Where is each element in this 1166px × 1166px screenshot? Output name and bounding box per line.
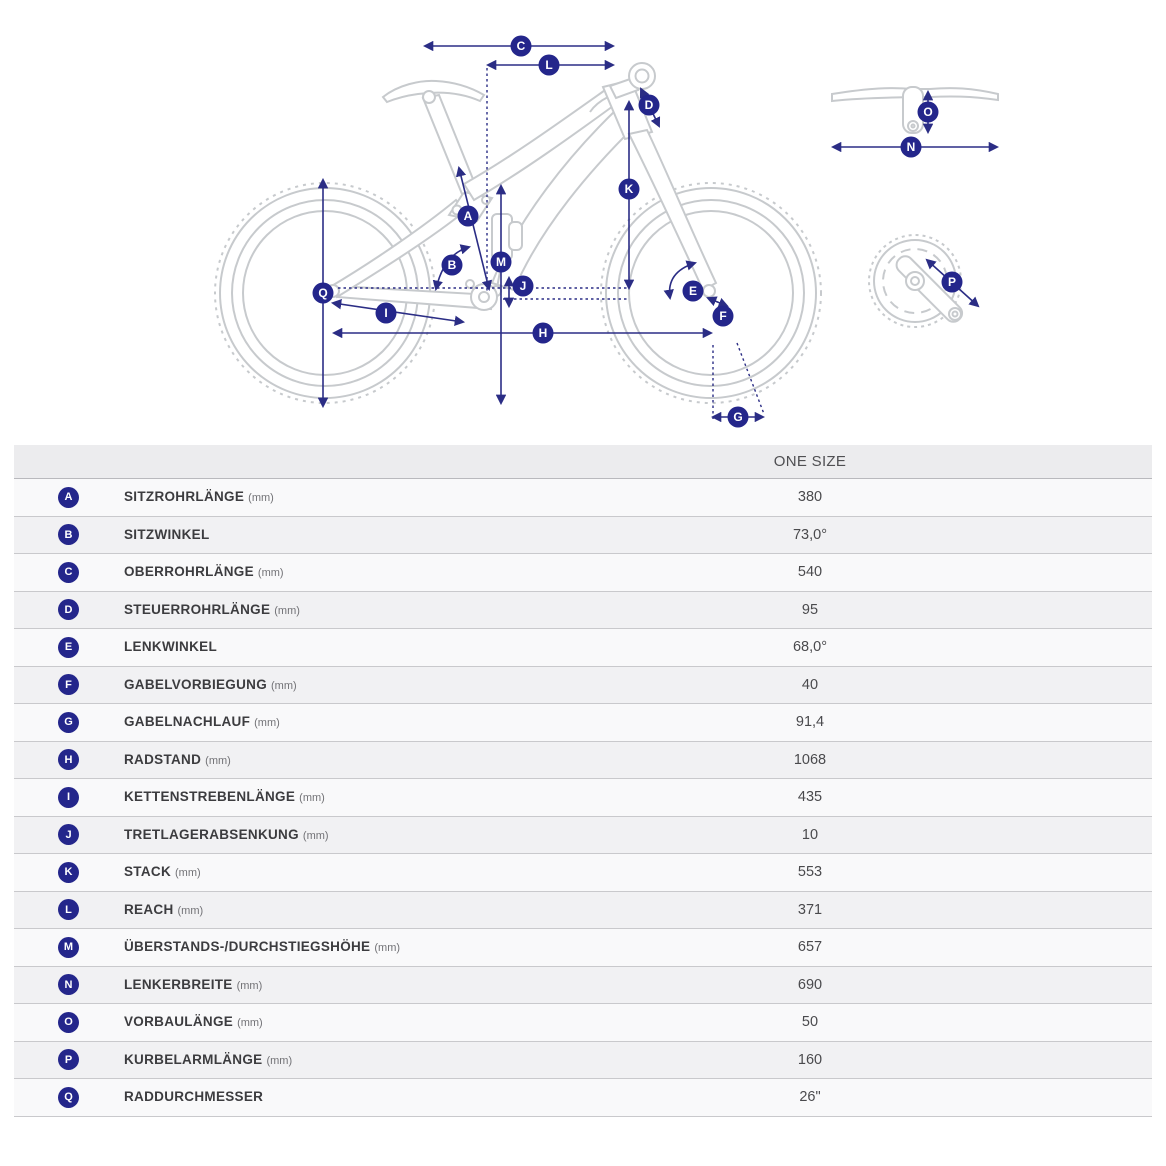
table-row: [14, 967, 1152, 1005]
row-marker-badge: K: [58, 862, 79, 883]
row-marker-badge: E: [58, 637, 79, 658]
row-unit: (mm): [254, 717, 280, 730]
row-marker-badge: Q: [58, 1087, 79, 1108]
svg-text:K: K: [624, 182, 634, 196]
row-value: 540: [797, 564, 823, 581]
table-row: [14, 1004, 1152, 1042]
row-unit: (mm): [205, 754, 231, 767]
row-label: STEUERROHRLÄNGE: [124, 601, 271, 617]
row-marker-badge: C: [58, 562, 79, 583]
table-row: [14, 667, 1152, 705]
svg-text:M: M: [496, 255, 506, 269]
row-value: 73,0°: [792, 526, 828, 543]
svg-text:L: L: [545, 58, 553, 72]
svg-text:I: I: [384, 306, 388, 320]
row-value: 435: [797, 789, 823, 806]
marker-c-badge: [511, 36, 532, 57]
row-marker-badge: B: [58, 524, 79, 545]
table-row: [14, 554, 1152, 592]
svg-text:Q: Q: [318, 286, 328, 300]
svg-text:P: P: [947, 275, 957, 289]
row-label: SITZROHRLÄNGE: [124, 489, 245, 505]
row-value: 160: [797, 1051, 823, 1068]
row-label: KURBELARMLÄNGE: [124, 1051, 263, 1067]
svg-text:J: J: [519, 279, 527, 293]
marker-n-badge: [901, 137, 922, 158]
row-label: VORBAULÄNGE: [124, 1014, 234, 1030]
row-unit: (mm): [266, 1054, 293, 1067]
row-value: 95: [801, 601, 819, 618]
row-value: 380: [797, 489, 823, 506]
row-value: 50: [801, 1014, 819, 1031]
row-unit: (mm): [302, 829, 329, 842]
row-label: ÜBERSTANDS-/DURCHSTIEGSHÖHE: [124, 939, 371, 955]
row-unit: (mm): [299, 792, 325, 805]
table-body: [14, 479, 1152, 1117]
row-label: GABELNACHLAUF: [124, 714, 251, 730]
svg-text:A: A: [463, 209, 473, 223]
row-value: 40: [801, 676, 819, 693]
marker-b-badge: [442, 255, 463, 276]
row-marker-badge: N: [58, 974, 79, 995]
row-label: LENKWINKEL: [124, 639, 217, 655]
row-label: RADSTAND: [124, 751, 202, 767]
row-marker-badge: F: [58, 674, 79, 695]
table-row: [14, 517, 1152, 555]
row-value: 26": [799, 1089, 821, 1106]
row-label: GABELVORBIEGUNG: [124, 676, 268, 692]
svg-text:E: E: [688, 284, 698, 298]
handlebar-top-view-drawing: [832, 87, 998, 133]
bike-geometry-diagram: [0, 0, 1166, 445]
row-marker-badge: L: [58, 899, 79, 920]
marker-j-badge: [513, 276, 534, 297]
table-row: [14, 854, 1152, 892]
geometry-table: [14, 445, 1152, 1117]
row-label: TRETLAGERABSENKUNG: [124, 826, 299, 842]
svg-text:H: H: [538, 326, 548, 340]
svg-text:D: D: [644, 98, 654, 112]
table-row: [14, 742, 1152, 780]
row-label: LENKERBREITE: [124, 976, 233, 992]
row-value: 657: [797, 939, 823, 956]
svg-text:C: C: [516, 39, 526, 53]
row-unit: (mm): [177, 904, 204, 917]
marker-g-badge: [728, 407, 749, 428]
marker-p-badge: [942, 272, 963, 293]
row-unit: (mm): [236, 979, 263, 992]
size-column-header: ONE SIZE: [773, 453, 847, 470]
row-marker-badge: I: [58, 787, 79, 808]
row-unit: (mm): [237, 1017, 263, 1030]
row-value: 690: [797, 976, 823, 993]
row-marker-badge: O: [58, 1012, 79, 1033]
marker-a-badge: [458, 206, 479, 227]
svg-text:B: B: [447, 258, 457, 272]
table-row: [14, 479, 1152, 517]
marker-d-badge: [639, 95, 660, 116]
marker-i-badge: [376, 303, 397, 324]
table-row: [14, 592, 1152, 630]
row-marker-badge: H: [58, 749, 79, 770]
marker-l-badge: [539, 55, 560, 76]
marker-q-badge: [313, 283, 334, 304]
row-marker-badge: M: [58, 937, 79, 958]
row-label: REACH: [124, 901, 174, 917]
row-unit: (mm): [257, 567, 284, 580]
svg-text:F: F: [719, 309, 727, 323]
table-row: [14, 704, 1152, 742]
table-header-row: [14, 445, 1152, 479]
svg-text:G: G: [733, 410, 743, 424]
row-label: RADDURCHMESSER: [124, 1089, 264, 1105]
row-value: 371: [797, 901, 823, 918]
marker-o-badge: [918, 102, 939, 123]
svg-text:N: N: [906, 140, 916, 154]
row-label: SITZWINKEL: [124, 526, 210, 542]
row-marker-badge: A: [58, 487, 79, 508]
geometry-diagram-svg: [0, 0, 1166, 445]
marker-k-badge: [619, 179, 640, 200]
row-value: 68,0°: [792, 639, 828, 656]
table-row: [14, 892, 1152, 930]
row-marker-badge: P: [58, 1049, 79, 1070]
marker-m-badge: [491, 252, 512, 273]
marker-e-badge: [683, 281, 704, 302]
row-label: KETTENSTREBENLÄNGE: [124, 789, 296, 805]
row-unit: (mm): [274, 604, 300, 617]
row-unit: (mm): [374, 942, 401, 955]
row-value: 91,4: [795, 714, 825, 731]
row-marker-badge: J: [58, 824, 79, 845]
row-label: STACK: [124, 864, 171, 880]
row-value: 553: [797, 864, 823, 881]
table-row: [14, 779, 1152, 817]
table-row: [14, 929, 1152, 967]
table-row: [14, 817, 1152, 855]
table-row: [14, 629, 1152, 667]
marker-h-badge: [533, 323, 554, 344]
marker-f-badge: [713, 306, 734, 327]
row-marker-badge: D: [58, 599, 79, 620]
row-unit: (mm): [248, 492, 274, 505]
table-row: [14, 1042, 1152, 1080]
table-row: [14, 1079, 1152, 1117]
row-unit: (mm): [175, 867, 201, 880]
svg-text:O: O: [923, 105, 933, 119]
row-value: 10: [801, 826, 819, 843]
row-label: OBERROHRLÄNGE: [124, 564, 254, 580]
row-marker-badge: G: [58, 712, 79, 733]
row-unit: (mm): [271, 679, 297, 692]
row-value: 1068: [793, 751, 827, 768]
